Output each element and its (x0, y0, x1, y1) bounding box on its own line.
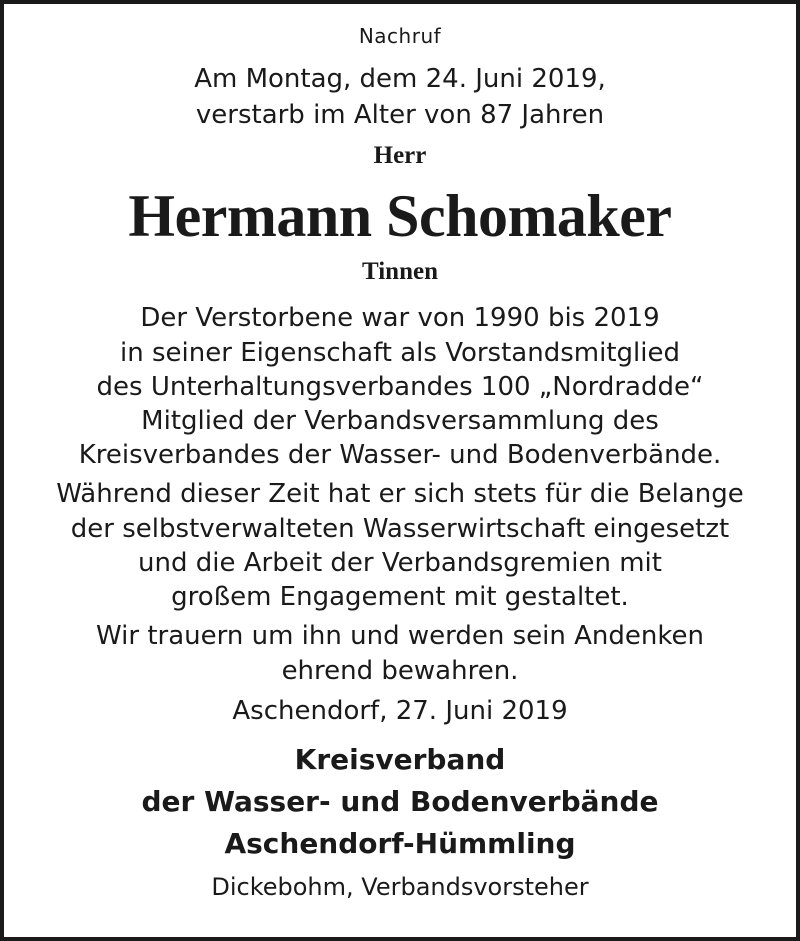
body-line: Kreisverbandes der Wasser- und Bodenverbände. (78, 440, 722, 470)
intro-line-2: verstarb im Alter von 87 Jahren (195, 100, 605, 130)
body-line: und die Arbeit der Verbandsgremien mit (138, 548, 662, 578)
intro-line-1: Am Montag, dem 24. Juni 2019, (194, 64, 606, 94)
organization-line-2: der Wasser- und Bodenverbände (141, 785, 659, 818)
deceased-place: Tinnen (362, 258, 438, 285)
deceased-name: Hermann Schomaker (128, 183, 672, 249)
body-line: Mitglied der Verbandsversammlung des (141, 406, 659, 436)
body-line: großem Engagement mit gestaltet. (171, 582, 629, 612)
signature: Dickebohm, Verbandsvorsteher (211, 873, 589, 901)
body-line: der selbstverwalteten Wasserwirtschaft eingesetzt (70, 514, 730, 544)
organization-line-1: Kreisverband (294, 743, 506, 776)
body-line: ehrend bewahren. (281, 656, 519, 686)
organization-line-3: Aschendorf-Hümmling (224, 827, 576, 860)
body-line: in seiner Eigenschaft als Vorstandsmitglied (120, 338, 680, 368)
notice-label: Nachruf (358, 24, 442, 48)
body-line: des Unterhaltungsverbandes 100 „Nordradde“ (96, 372, 704, 402)
body-line: Der Verstorbene war von 1990 bis 2019 (140, 303, 660, 333)
body-line: Während dieser Zeit hat er sich stets für die Belange (56, 479, 744, 509)
place-date: Aschendorf, 27. Juni 2019 (232, 696, 568, 726)
honorific: Herr (373, 142, 427, 169)
body-line: Wir trauern um ihn und werden sein Andenken (96, 621, 704, 651)
